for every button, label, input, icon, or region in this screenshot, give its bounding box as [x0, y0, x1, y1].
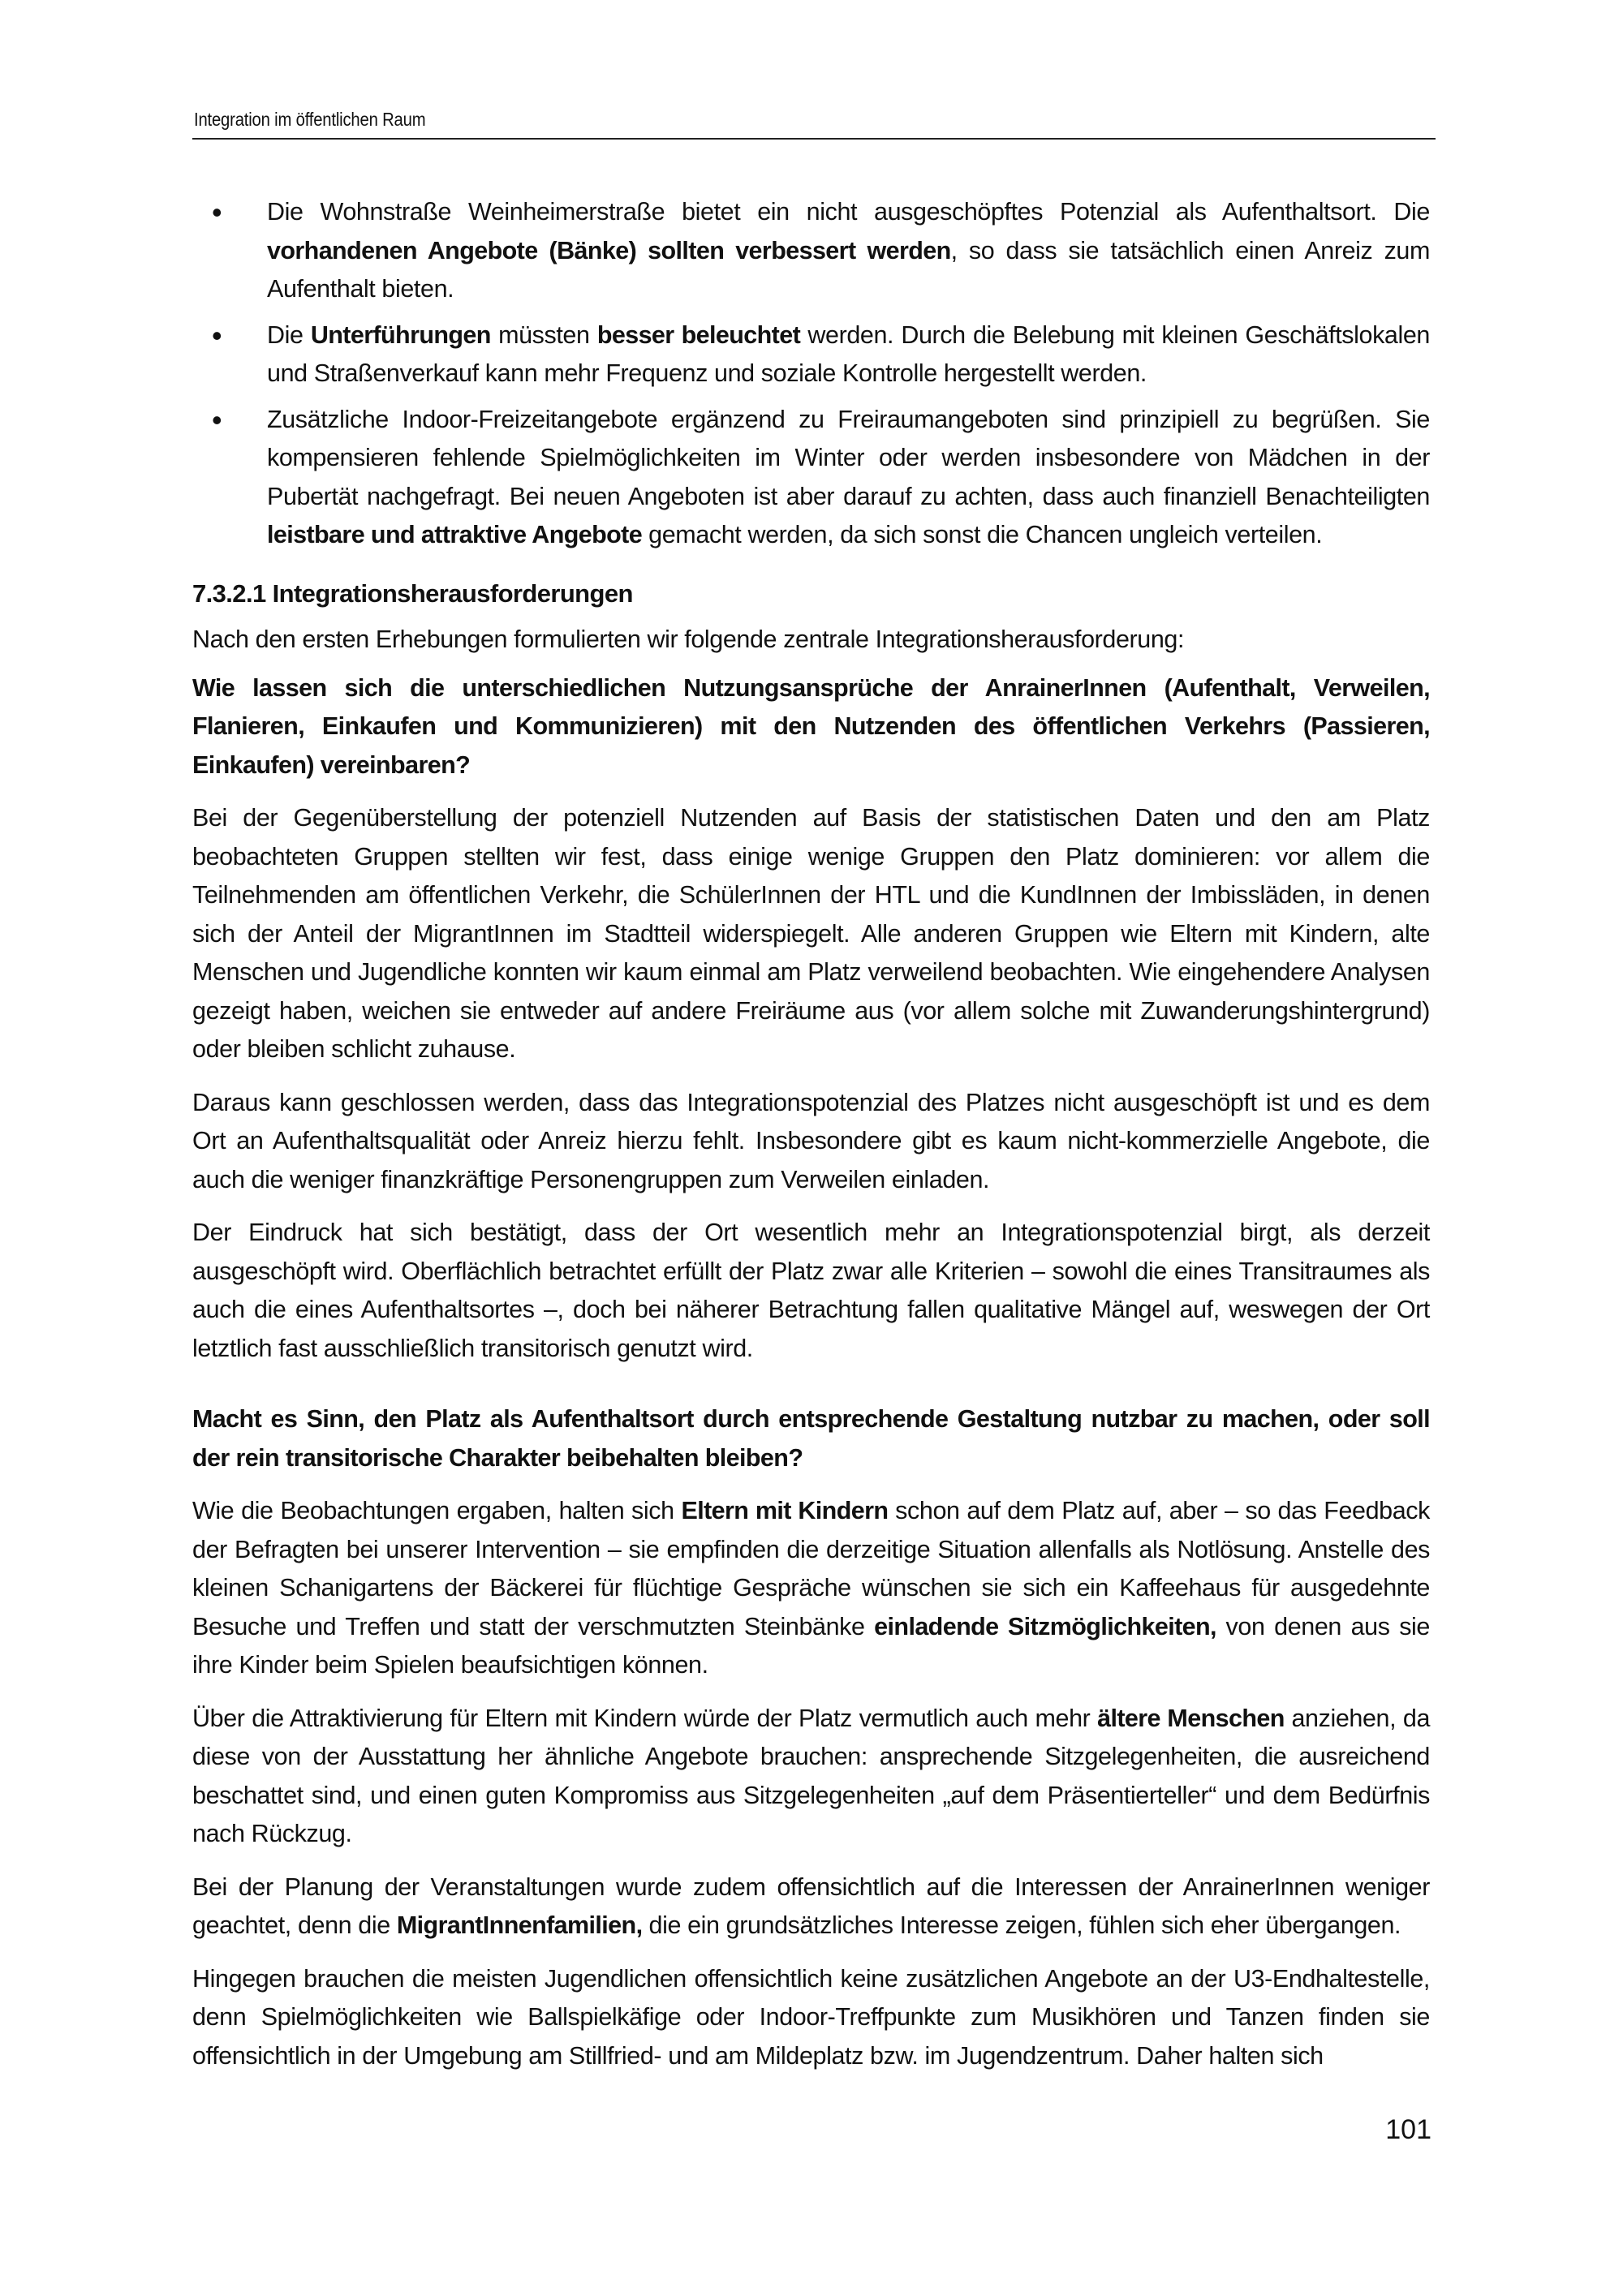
bullet-item-unterfuehrungen: • Die Unterführungen müssten besser beleuchtet werden. Durch die Belebung mit kleinen Geschäftslokalen und Straßenverkauf kann mehr Frequenz und soziale Kontrolle hergestellt werden.: [192, 316, 1430, 393]
paragraph-migrantinnenfamilien: Bei der Planung der Veranstaltungen wurde zudem offensichtlich auf die Interessen der AnrainerInnen weniger geachtet, denn die MigrantInnenfamilien, die ein grundsätzliches Interesse zeigen, fühlen sich eher übergangen.: [192, 1872, 1430, 1939]
bullet-item-indoor-angebote: • Zusätzliche Indoor-Freizeitangebote ergänzend zu Freiraumangeboten sind prinzipiell zu begrüßen. Sie kompensieren fehlende Spielmöglichkeiten im Winter oder werden insbesondere von Mädchen in der Pubertät nachgefragt. Bei neuen Angeboten ist aber darauf zu achten, dass auch finanziell Benachteiligten leistbare und attraktive Angebote gemacht werden, da sich sonst die Chancen ungleich verteilen.: [192, 401, 1430, 555]
bullet-item-weinheimerstrasse: • Die Wohnstraße Weinheimerstraße bietet ein nicht ausgeschöpftes Potenzial als Aufenthaltsort. Die vorhandenen Angebote (Bänke) sollten verbessert werden, so dass sie tatsächlich einen Anreiz zum Aufenthalt bieten.: [192, 193, 1430, 309]
paragraph-eindruck: Der Eindruck hat sich bestätigt, dass der Ort wesentlich mehr an Integrationspotenzial birgt, als derzeit ausgeschöpft wird. Oberflächlich betrachtet erfüllt der Platz zwar alle Kriterien – sowohl die eines Transitraumes als auch die eines Aufenthaltsortes –, doch bei näherer Betrachtung fallen qualitative Mängel auf, weswegen der Ort letztlich fast ausschließlich transitorisch genutzt wird.: [192, 1219, 1430, 1362]
paragraph-aeltere-menschen: Über die Attraktivierung für Eltern mit Kindern würde der Platz vermutlich auch mehr ältere Menschen anziehen, da diese von der Ausstattung her ähnliche Angebote brauchen: ansprechende Sitzgelegenheiten, die ausreichend beschattet sind, und einen guten Kompromiss aus Sitzgelegenheiten „auf dem Präsentierteller“ und dem Bedürfnis nach Rückzug.: [192, 1704, 1431, 1847]
page-number: 101: [1385, 2114, 1431, 2145]
paragraph-jugendliche: Hingegen brauchen die meisten Jugendlichen offensichtlich keine zusätzlichen Angebote an der U3-Endhaltestelle, denn Spielmöglichkeiten wie Ballspielkäfige oder Indoor-Treffpunkte zum Musikhören und Tanzen finden sie offensichtlich in der Umgebung am Stillfried- und am Mildeplatz bzw. im Jugendzentrum. Daher halten sich: [192, 1964, 1430, 2070]
paragraph-eltern-mit-kindern: Wie die Beobachtungen ergaben, halten sich Eltern mit Kindern schon auf dem Platz auf, aber – so das Feedback der Befragten bei unserer Intervention – sie empfinden die derzeitige Situation allenfalls als Notlösung. Anstelle des kleinen Schanigartens der Bäckerei für flüchtige Gespräche wünschen sie sich ein Kaffeehaus für ausgedehnte Besuche und Treffen und statt der verschmutzten Steinbänke einladende Sitzmöglichkeiten, von denen aus sie ihre Kinder beim Spielen beaufsichtigen können.: [192, 1497, 1431, 1679]
paragraph-integrationspotenzial: Daraus kann geschlossen werden, dass das Integrationspotenzial des Platzes nicht ausgeschöpft ist und es dem Ort an Aufenthaltsqualität oder Anreiz hierzu fehlt. Insbesondere gibt es kaum nicht-kommerzielle Angebote, die auch die weniger finanzkräftige Personengruppen zum Verweilen einladen.: [192, 1088, 1430, 1193]
section-heading: 7.3.2.1 Integrationsherausforderungen: [192, 578, 633, 608]
bullet-list: [192, 193, 1430, 555]
running-title: Integration im öffentlichen Raum: [194, 109, 426, 130]
challenge-question-1: Wie lassen sich die unterschiedlichen Nutzungsansprüche der AnrainerInnen (Aufenthalt, Verweilen, Flanieren, Einkaufen und Kommunizieren) mit den Nutzenden des öffentlichen Verkehrs (Passieren, Einkaufen) vereinbaren?: [192, 673, 1430, 779]
page-body: [192, 193, 1430, 2075]
challenge-question-2: Macht es Sinn, den Platz als Aufenthaltsort durch entsprechende Gestaltung nutzbar zu machen, oder soll der rein transitorische Charakter beibehalten bleiben?: [192, 1405, 1430, 1472]
paragraph-gegenueberstellung: Bei der Gegenüberstellung der potenziell Nutzenden auf Basis der statistischen Daten und den am Platz beobachteten Gruppen stellten wir fest, dass einige wenige Gruppen den Platz dominieren: vor allem die Teilnehmenden am öffentlichen Verkehr, die SchülerInnen der HTL und die KundInnen der Imbissläden, in denen sich der Anteil der MigrantInnen im Stadtteil widerspiegelt. Alle anderen Gruppen wie Eltern mit Kindern, alte Menschen und Jugendliche konnten wir kaum einmal am Platz verweilend beobachten. Wie eingehendere Analysen gezeigt haben, weichen sie entweder auf andere Freiräume aus (vor allem solche mit Zuwanderungshintergrund) oder bleiben schlicht zuhause.: [192, 804, 1430, 1063]
running-header: [192, 104, 1436, 140]
section-intro: Nach den ersten Erhebungen formulierten wir folgende zentrale Integrationsherausforderung:: [192, 626, 1185, 653]
